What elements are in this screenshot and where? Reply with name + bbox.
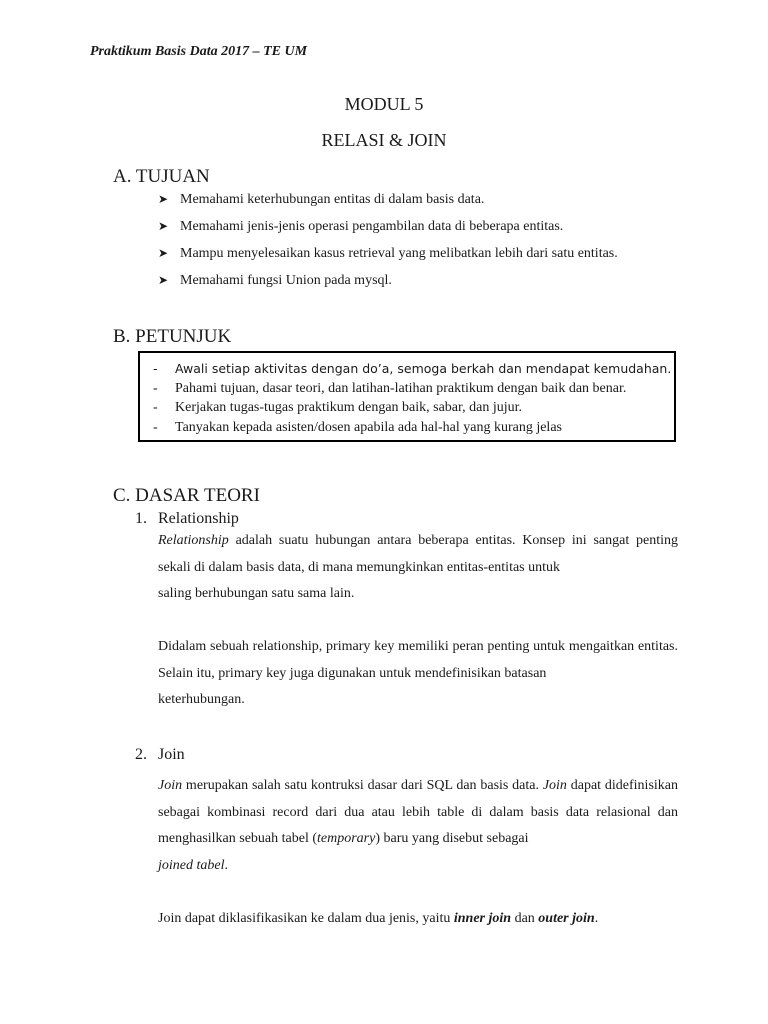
list-item: ➤ Memahami keterhubungan entitas di dalam basis data. [158, 186, 618, 213]
module-title: RELASI & JOIN [321, 130, 447, 150]
subsection-join-title: 2. Join [135, 746, 185, 763]
dash-bullet: - [153, 419, 158, 435]
page-header: Praktikum Basis Data 2017 – TE UM [90, 44, 308, 59]
arrow-bullet-icon: ➤ [158, 192, 169, 206]
dash-bullet: - [153, 400, 158, 415]
list-item: - Pahami tujuan, dasar teori, dan latihan-latihan praktikum dengan baik dan benar. [140, 379, 674, 399]
objectives-list [158, 186, 618, 294]
arrow-bullet-icon: ➤ [158, 246, 169, 260]
section-b-heading: B. PETUNJUK [113, 326, 232, 347]
list-item: - Kerjakan tugas-tugas praktikum dengan baik, sabar, dan jujur. [140, 398, 674, 418]
relationship-paragraph-2: Didalam sebuah relationship, primary key memiliki peran penting untuk mengaitkan entitas. Selain itu, primary key juga digunakan untuk mendefinisikan batasan keterhubungan. [158, 639, 678, 707]
dash-bullet: - [153, 361, 158, 376]
module-number: MODUL 5 [344, 94, 424, 114]
list-item: ➤ Memahami fungsi Union pada mysql. [158, 267, 618, 294]
subsection-relationship-title: 1. Relationship [135, 510, 239, 527]
arrow-bullet-icon: ➤ [158, 273, 169, 287]
list-item: - Tanyakan kepada asisten/dosen apabila ada hal-hal yang kurang jelas [140, 418, 674, 438]
join-paragraph-1: Join merupakan salah satu kontruksi dasar dari SQL dan basis data. Join dapat didefinisikan sebagai kombinasi record dari dua atau lebih table di dalam basis data relasional dan menghasilkan sebuah tabel (temporary) baru yang disebut sebagai joined tabel. [158, 778, 678, 873]
list-item: ➤ Memahami jenis-jenis operasi pengambilan data di beberapa entitas. [158, 213, 618, 240]
join-paragraph-2: Join dapat diklasifikasikan ke dalam dua jenis, yaitu inner join dan outer join. [158, 911, 599, 926]
dash-bullet: - [153, 380, 158, 396]
section-a-heading: A. TUJUAN [113, 166, 210, 187]
instructions-box [138, 351, 676, 442]
section-c-heading: C. DASAR TEORI [113, 485, 260, 506]
list-item: - Awali setiap aktivitas dengan do’a, semoga berkah dan mendapat kemudahan. [140, 359, 674, 379]
list-item: ➤ Mampu menyelesaikan kasus retrieval yang melibatkan lebih dari satu entitas. [158, 240, 618, 267]
arrow-bullet-icon: ➤ [158, 219, 169, 233]
relationship-paragraph-1: Relationship adalah suatu hubungan antara beberapa entitas. Konsep ini sangat penting sekali di dalam basis data, di mana memungkinkan entitas-entitas untuk saling berhubungan satu sama lain. [158, 533, 678, 601]
